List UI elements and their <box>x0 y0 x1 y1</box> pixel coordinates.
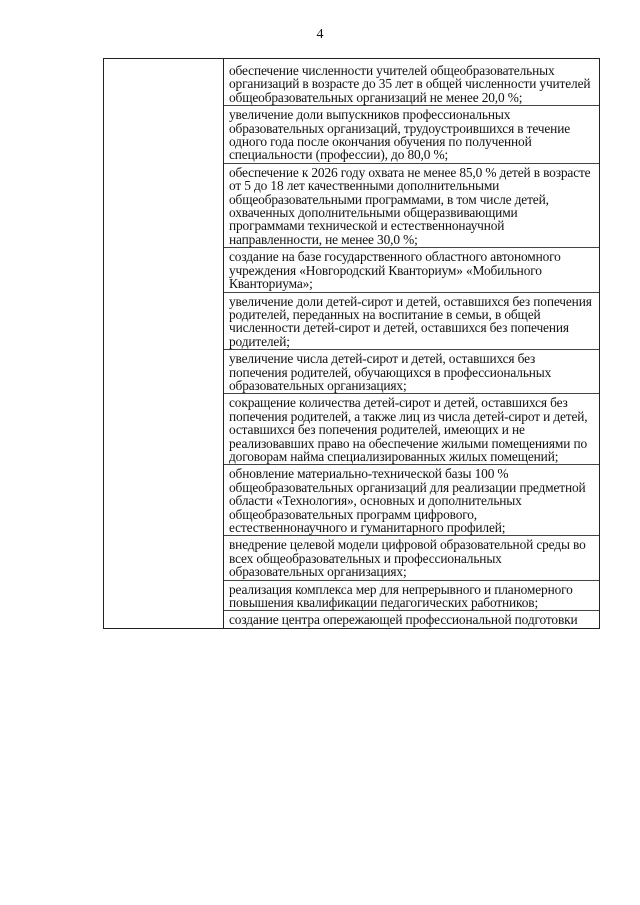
list-item: внедрение целевой модели цифровой образовательной среды во всех общеобразовательных и профессиональных образовательных организациях; <box>224 535 599 579</box>
document-table <box>103 58 600 629</box>
list-item: увеличение доли детей-сирот и детей, оставшихся без попечения родителей, переданных на воспитание в семьи, в общей численности детей-сирот и детей, оставшихся без попечения родителей; <box>224 292 599 350</box>
list-item: увеличение доли выпускников профессиональных образовательных организаций, трудоустроившихся в течение одного года после окончания обучения по полученной специальности (профессии), до 80,0 %; <box>224 105 599 163</box>
list-item: обновление материально-технической базы 100 % общеобразовательных организаций для реализации предметной области «Технология», основных и дополнительных общеобразовательных программ цифрового, естественнонаучного и гуманитарного профилей; <box>224 464 599 535</box>
list-item: создание центра опережающей профессиональной подготовки <box>224 610 599 627</box>
list-item: создание на базе государственного областного автономного учреждения «Новгородский Кванториум» «Мобильного Кванториума»; <box>224 247 599 291</box>
page-number: 4 <box>316 27 324 42</box>
list-item: увеличение числа детей-сирот и детей, оставшихся без попечения родителей, обучающихся в профессиональных образовательных организациях; <box>224 349 599 393</box>
list-item: сокращение количества детей-сирот и детей, оставшихся без попечения родителей, а также лиц из числа детей-сирот и детей, оставшихся без попечения родителей, имеющих и не реализовавших право на обеспечение жилыми помещениями по договорам найма специализированных жилых помещений; <box>224 393 599 464</box>
table-right-column <box>224 59 599 628</box>
list-item: обеспечение численности учителей общеобразовательных организаций в возрасте до 35 лет в общей численности учителей общеобразовательных организаций не менее 20,0 %; <box>229 63 591 105</box>
list-item: обеспечение к 2026 году охвата не менее 85,0 % детей в возрасте от 5 до 18 лет качественными дополнительными общеобразовательными программами, в том числе детей, охваченных дополнительными общеразвивающими программами технической и естественнонаучной направленности, не менее 30,0 %; <box>224 163 599 247</box>
table-left-column <box>104 59 224 628</box>
list-item: реализация комплекса мер для непрерывного и планомерного повышения квалификации педагогических работников; <box>224 580 599 611</box>
